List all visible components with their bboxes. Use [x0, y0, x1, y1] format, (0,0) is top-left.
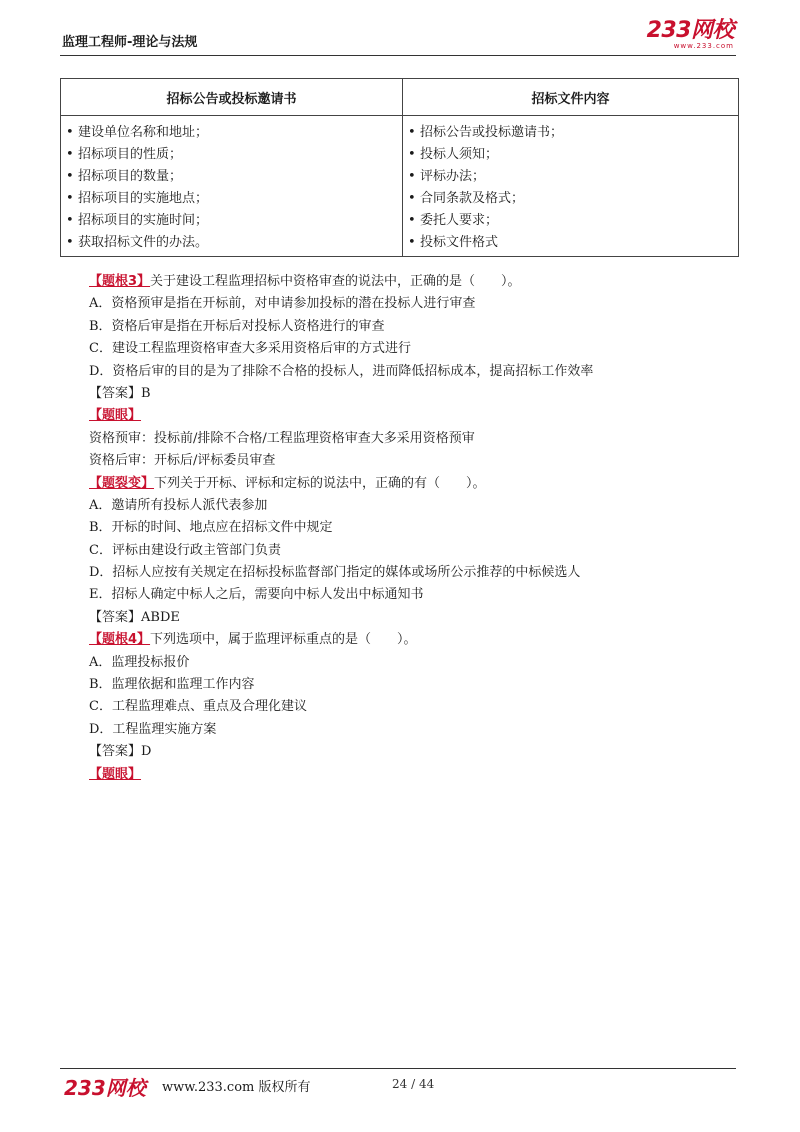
list-item: • 招标项目的实施时间；	[66, 210, 402, 232]
header-divider	[60, 55, 736, 56]
stem-text: 关于建设工程监理招标中资格审查的说法中，正确的是（ ）。	[150, 274, 521, 289]
question-content	[89, 271, 749, 786]
footer-copyright: www.233.com 版权所有	[162, 1080, 311, 1095]
option: A．邀请所有投标人派代表参加	[89, 497, 268, 513]
list-item: • 建设单位名称和地址；	[66, 122, 402, 144]
option: D．招标人应按有关规定在招标投标监督部门指定的媒体或场所公示推荐的中标候选人	[89, 565, 581, 581]
answer: 【答案】B	[89, 385, 151, 401]
option: C．评标由建设行政主管部门负责	[89, 542, 281, 558]
footer-divider	[60, 1068, 736, 1069]
list-item: • 投标文件格式	[408, 232, 738, 254]
question-stem	[89, 473, 749, 495]
key-point-line: 资格预审：投标前/排除不合格/工程监理资格审查大多采用资格预审	[89, 430, 475, 446]
key-point-tag: 【题眼】	[89, 408, 142, 424]
variant-tag: 【题裂变】	[89, 475, 155, 491]
footer-logo: 233网校	[64, 1076, 146, 1100]
list-item: • 委托人要求；	[408, 210, 738, 232]
option: B．监理依据和监理工作内容	[89, 677, 255, 693]
table-cell-left	[61, 116, 403, 257]
logo-text: 233网校	[646, 18, 734, 43]
option: A．资格预审是指在开标前，对申请参加投标的潜在投标人进行审查	[89, 296, 476, 312]
list-item: • 投标人须知；	[408, 144, 738, 166]
question-stem	[89, 271, 749, 293]
key-point-line: 资格后审：开标后/评标委员审查	[89, 453, 276, 469]
option: C．建设工程监理资格审查大多采用资格后审的方式进行	[89, 341, 411, 357]
question-tag: 【题根3】	[89, 274, 151, 289]
list-item: • 获取招标文件的办法。	[66, 232, 402, 254]
list-item: • 评标办法；	[408, 166, 738, 188]
question-tag: 【题根4】	[89, 632, 151, 648]
option: A．监理投标报价	[89, 654, 190, 670]
key-point-tag: 【题眼】	[89, 766, 142, 782]
list-item: • 招标项目的数量；	[66, 166, 402, 188]
stem-text: 下列关于开标、评标和定标的说法中，正确的有（ ）。	[154, 475, 486, 491]
option: C．工程监理难点、重点及合理化建议	[89, 699, 307, 715]
option: B．资格后审是指在开标后对投标人资格进行的审查	[89, 318, 385, 334]
table-header-right: 招标文件内容	[403, 79, 739, 116]
option: E．招标人确定中标人之后，需要向中标人发出中标通知书	[89, 587, 424, 603]
document-title: 监理工程师-理论与法规	[62, 35, 198, 50]
table-header-left: 招标公告或投标邀请书	[61, 79, 403, 116]
comparison-table	[60, 78, 739, 257]
option: B．开标的时间、地点应在招标文件中规定	[89, 520, 333, 536]
answer: 【答案】D	[89, 744, 152, 760]
list-item: • 招标公告或投标邀请书；	[408, 122, 738, 144]
list-item: • 招标项目的性质；	[66, 144, 402, 166]
answer: 【答案】ABDE	[89, 609, 180, 625]
page-number: 24 / 44	[392, 1077, 435, 1091]
stem-text: 下列选项中，属于监理评标重点的是（ ）。	[150, 632, 417, 648]
brand-logo	[647, 20, 734, 50]
question-stem	[89, 629, 749, 651]
option: D．工程监理实施方案	[89, 721, 217, 737]
key-point-heading	[89, 764, 749, 786]
option: D．资格后审的目的是为了排除不合格的投标人，进而降低招标成本，提高招标工作效率	[89, 363, 594, 379]
key-point-heading	[89, 405, 749, 427]
list-item: • 招标项目的实施地点；	[66, 188, 402, 210]
logo-site: www.233.com	[673, 42, 734, 50]
list-item: • 合同条款及格式；	[408, 188, 738, 210]
table-cell-right	[403, 116, 739, 257]
